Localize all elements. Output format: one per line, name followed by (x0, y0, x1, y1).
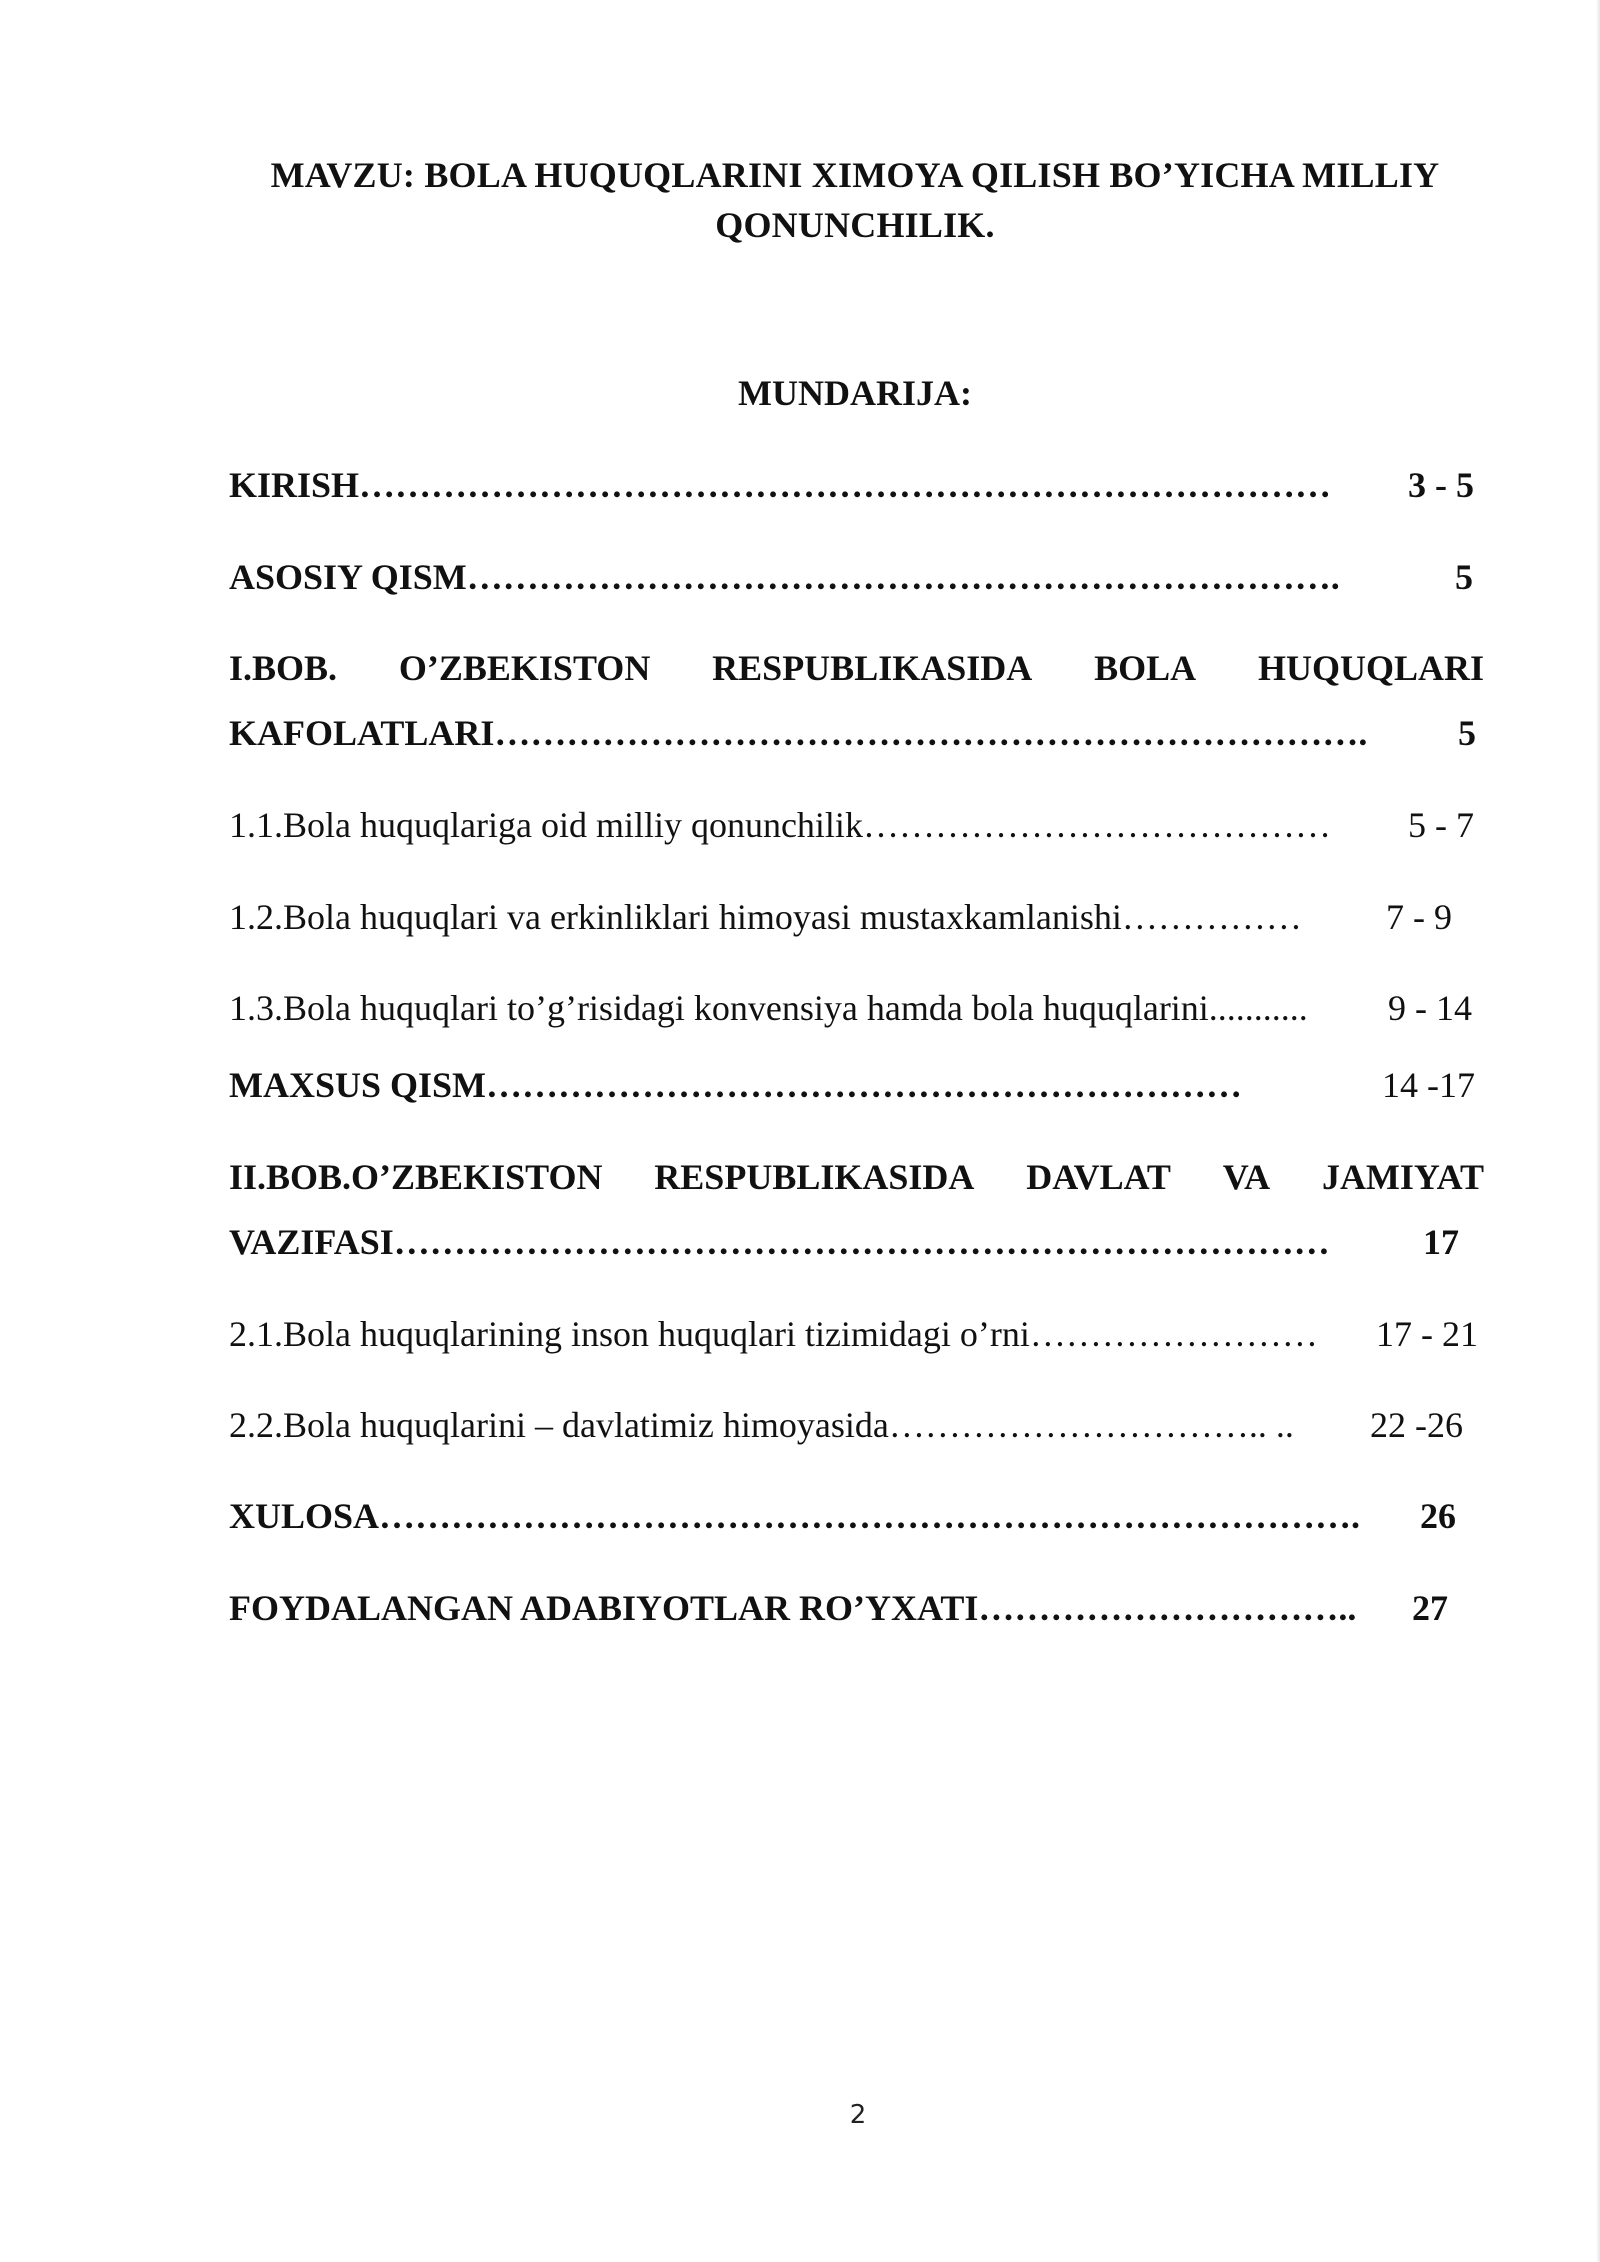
toc-entry-2-1: 2.1.Bola huquqlarining inson huquqlari tizimidagi o’rni…………………… (229, 1314, 1318, 1354)
toc-entry-asosiy-qism: ASOSIY QISM………………………………………………………………. (229, 557, 1340, 597)
toc-page-2-1: 17 - 21 (1376, 1314, 1478, 1354)
toc-entry-bob1-line1 (229, 643, 1484, 693)
bob2-word: DAVLAT (1026, 1157, 1171, 1197)
document-title-line-2: QONUNCHILIK. (715, 205, 995, 245)
toc-entry-kirish: KIRISH……………………………………………………………………… (229, 465, 1332, 505)
toc-page-foydalangan-adabiyotlar: 27 (1412, 1588, 1448, 1628)
toc-entry-bob1-line2: KAFOLATLARI………………………………………………………………. (229, 713, 1368, 753)
toc-entry-bob2-line2: VAZIFASI…………………………………………………………………… (229, 1222, 1330, 1262)
bob1-word: O’ZBEKISTON (398, 648, 651, 688)
toc-page-maxsus-qism: 14 -17 (1382, 1065, 1475, 1105)
bob2-word: JAMIYAT (1321, 1157, 1484, 1197)
page-number: 2 (849, 2100, 867, 2130)
toc-entry-bob2-line1 (229, 1152, 1484, 1202)
toc-heading: MUNDARIJA: (738, 373, 972, 413)
toc-entry-xulosa: XULOSA………………………………………………………………………. (229, 1496, 1361, 1536)
bob2-word: RESPUBLIKASIDA (654, 1157, 975, 1197)
page-edge-shadow (1596, 0, 1600, 2262)
toc-page-asosiy-qism: 5 (1455, 557, 1473, 597)
toc-page-bob2: 17 (1423, 1222, 1459, 1262)
toc-entry-1-3: 1.3.Bola huquqlari to’g’risidagi konvensiya hamda bola huquqlarini........... (229, 988, 1308, 1028)
bob1-word: HUQUQLARI (1257, 648, 1484, 688)
bob2-word: II.BOB.O’ZBEKISTON (229, 1157, 603, 1197)
bob2-word: VA (1222, 1157, 1271, 1197)
toc-entry-maxsus-qism: MAXSUS QISM……………………………………………………… (229, 1065, 1243, 1105)
toc-entry-1-2: 1.2.Bola huquqlari va erkinliklari himoyasi mustaxkamlanishi…………… (229, 897, 1302, 937)
toc-page-2-2: 22 -26 (1370, 1405, 1463, 1445)
toc-page-1-3: 9 - 14 (1388, 988, 1472, 1028)
toc-page-xulosa: 26 (1420, 1496, 1456, 1536)
toc-page-1-1: 5 - 7 (1408, 805, 1474, 845)
toc-entry-2-2: 2.2.Bola huquqlarini – davlatimiz himoyasida………………………….. .. (229, 1405, 1294, 1445)
bob1-word: BOLA (1094, 648, 1197, 688)
toc-page-bob1: 5 (1458, 713, 1476, 753)
toc-page-kirish: 3 - 5 (1408, 465, 1474, 505)
document-title-line-1: MAVZU: BOLA HUQUQLARINI XIMOYA QILISH BO’YICHA MILLIY (270, 155, 1440, 195)
toc-entry-1-1: 1.1.Bola huquqlariga oid milliy qonunchilik………………………………… (229, 805, 1331, 845)
bob1-word: I.BOB. (229, 648, 338, 688)
toc-entry-foydalangan-adabiyotlar: FOYDALANGAN ADABIYOTLAR RO’YXATI………………………….. (229, 1588, 1357, 1628)
toc-page-1-2: 7 - 9 (1386, 897, 1452, 937)
bob1-word: RESPUBLIKASIDA (712, 648, 1033, 688)
